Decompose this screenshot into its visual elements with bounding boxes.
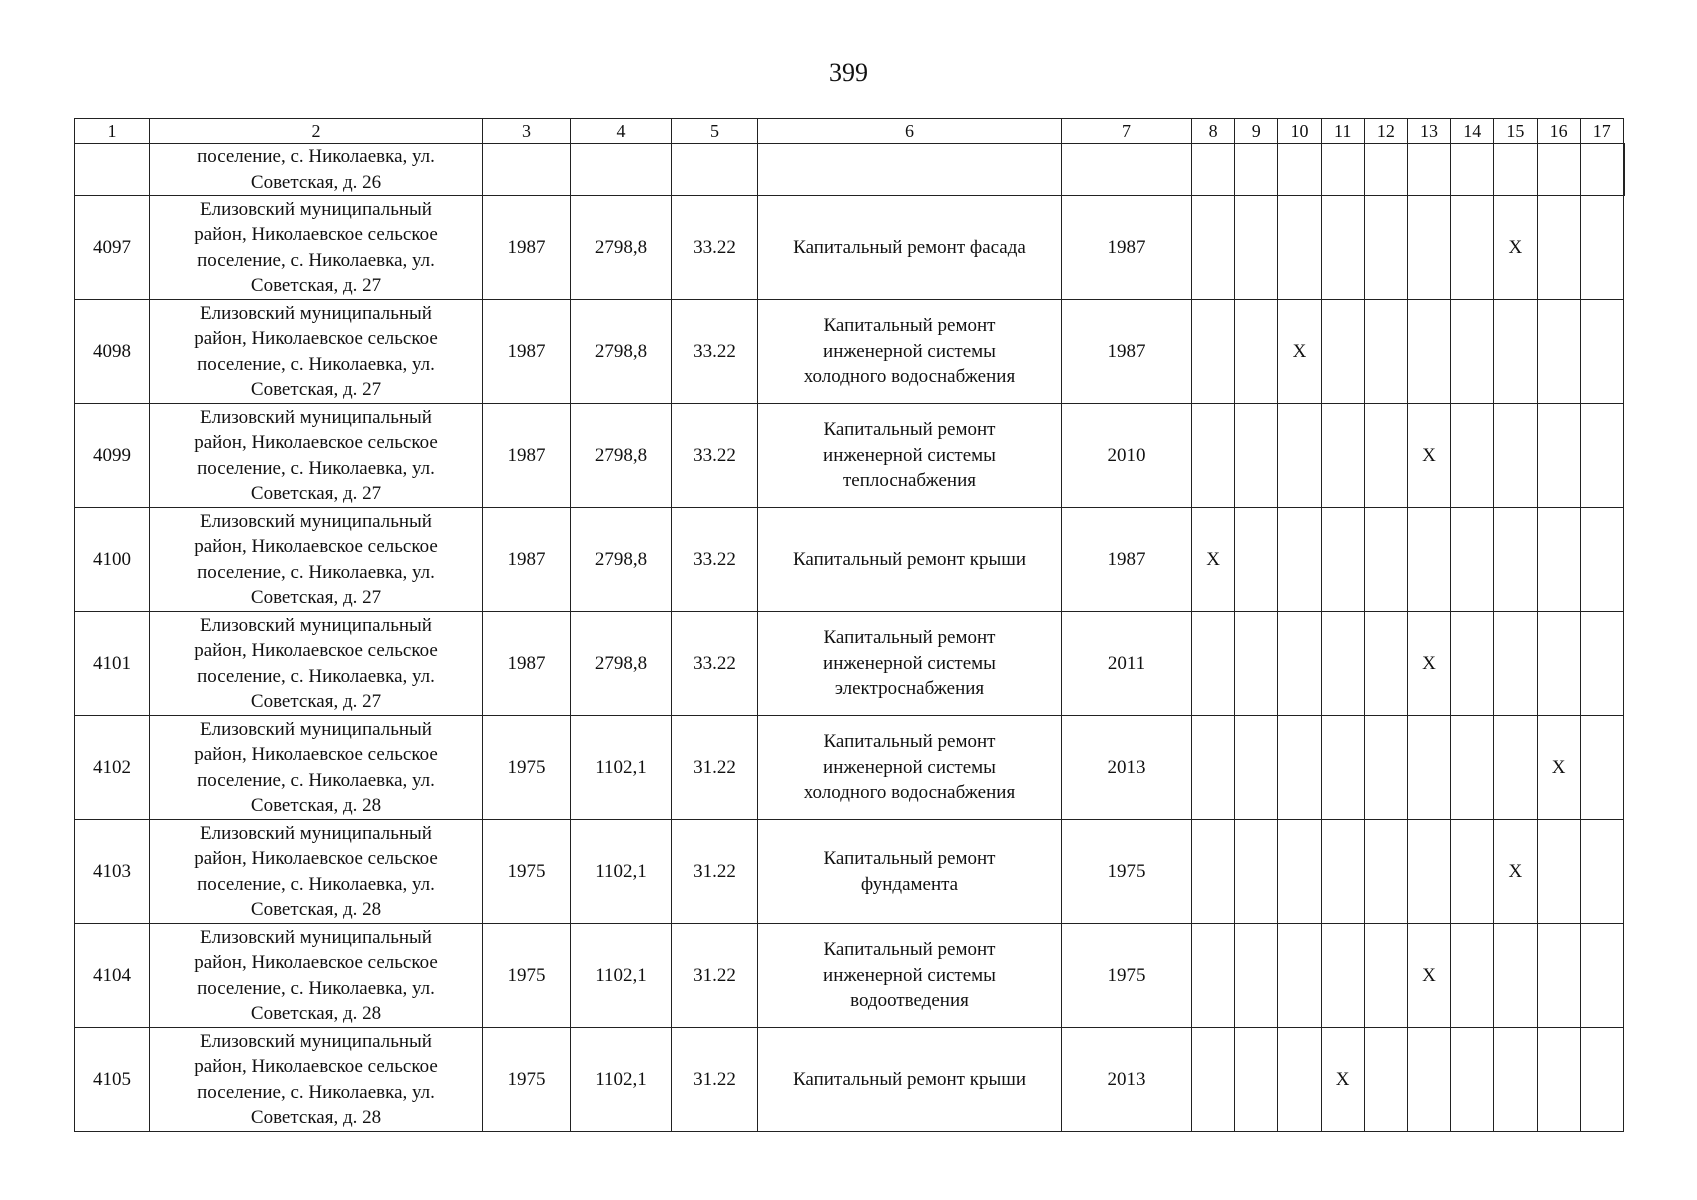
- cell-col-16: [1537, 300, 1580, 404]
- cell-col-8: [1192, 508, 1235, 612]
- cell-work: [758, 300, 1062, 404]
- cell-col-12: [1364, 508, 1407, 612]
- cell-col-12: [1364, 820, 1407, 924]
- cell-code: 31.22: [672, 716, 758, 820]
- repair-registry-table: [74, 118, 1625, 1132]
- cell-work-line: инженерной системы: [823, 964, 996, 986]
- cell-work-line: холодного водоснабжения: [803, 366, 1016, 388]
- cell-code: 33.22: [672, 404, 758, 508]
- cell-col-15: [1494, 924, 1537, 1028]
- cell-address-line: Елизовский муниципальный: [200, 1030, 432, 1052]
- cell-col-16: [1537, 924, 1580, 1028]
- cell-area: 2798,8: [571, 300, 672, 404]
- cell-col-14: [1451, 404, 1494, 508]
- cell-area: 1102,1: [571, 820, 672, 924]
- cell-address: [150, 612, 483, 716]
- cell-address-line: Елизовский муниципальный: [200, 198, 432, 220]
- column-header-7: 7: [1062, 119, 1192, 144]
- cell-work: [758, 612, 1062, 716]
- cell-col-11: [1321, 300, 1364, 404]
- cell-col-10: [1278, 508, 1321, 612]
- table-row: [75, 1028, 1625, 1132]
- table-row: [75, 196, 1625, 300]
- cell-col-8: [1192, 1028, 1235, 1132]
- cell-area: 1102,1: [571, 1028, 672, 1132]
- cell-address-line: Елизовский муниципальный: [200, 510, 432, 532]
- cell-col-10: [1278, 924, 1321, 1028]
- cell-code: 33.22: [672, 300, 758, 404]
- cell-empty: [1407, 144, 1450, 196]
- cell-address: [150, 820, 483, 924]
- cell-num: [75, 144, 150, 196]
- cell-col-12: [1364, 1028, 1407, 1132]
- cell-address: [150, 196, 483, 300]
- cell-col-10: [1278, 612, 1321, 716]
- cell-empty: [1494, 144, 1537, 196]
- cell-work-line: Капитальный ремонт: [823, 627, 996, 649]
- cell-address: [150, 716, 483, 820]
- cell-col-13: [1407, 924, 1450, 1028]
- cell-col-15: [1494, 300, 1537, 404]
- cell-work-year: 1987: [1062, 196, 1192, 300]
- cell-empty: [1451, 144, 1494, 196]
- cell-work: [758, 716, 1062, 820]
- mark-x: X: [1508, 860, 1523, 882]
- cell-code: 33.22: [672, 612, 758, 716]
- cell-col-15: [1494, 508, 1537, 612]
- cell-col-15: [1494, 820, 1537, 924]
- cell-empty: [1321, 144, 1364, 196]
- cell-work-line: Капитальный ремонт: [823, 419, 996, 441]
- cell-address-line: поселение, с. Николаевка, ул.: [197, 249, 435, 271]
- cell-address: [150, 144, 483, 196]
- cell-col-12: [1364, 924, 1407, 1028]
- cell-area: 2798,8: [571, 508, 672, 612]
- column-header-9: 9: [1235, 119, 1278, 144]
- column-number-header: [75, 119, 1625, 144]
- cell-address-line: Советская, д. 27: [250, 275, 382, 296]
- cell-address-line: поселение, с. Николаевка, ул.: [197, 1081, 435, 1103]
- cell-col-11: [1321, 508, 1364, 612]
- cell-col-16: [1537, 820, 1580, 924]
- cell-address-line: Елизовский муниципальный: [200, 718, 432, 740]
- cell-col-10: [1278, 716, 1321, 820]
- cell-address-line: поселение, с. Николаевка, ул.: [197, 769, 435, 791]
- cell-work-year: 1987: [1062, 300, 1192, 404]
- cell-num: 4105: [75, 1028, 150, 1132]
- table-body: [75, 144, 1625, 1132]
- cell-col-10: [1278, 820, 1321, 924]
- cell-address-line: район, Николаевское сельское: [194, 224, 438, 245]
- cell-work-line: Капитальный ремонт фасада: [793, 236, 1026, 258]
- cell-col-11: [1321, 924, 1364, 1028]
- mark-x: X: [1292, 340, 1307, 362]
- cell-col-17: [1580, 716, 1623, 820]
- cell-num: 4104: [75, 924, 150, 1028]
- cell-col-14: [1451, 1028, 1494, 1132]
- cell-work: [758, 404, 1062, 508]
- cell-work-line: водоотведения: [850, 990, 969, 1012]
- cell-col-13: [1407, 404, 1450, 508]
- table-row: [75, 404, 1625, 508]
- cell-code: 31.22: [672, 924, 758, 1028]
- column-header-2: 2: [150, 119, 483, 144]
- cell-col-8: [1192, 196, 1235, 300]
- cell-address-line: район, Николаевское сельское: [194, 952, 438, 973]
- cell-col-17: [1580, 508, 1623, 612]
- cell-col-12: [1364, 612, 1407, 716]
- cell-col-17: [1580, 300, 1623, 404]
- mark-x: X: [1551, 756, 1566, 778]
- cell-address-line: район, Николаевское сельское: [194, 1056, 438, 1077]
- cell-work-line: инженерной системы: [823, 444, 996, 466]
- cell-col-13: [1407, 716, 1450, 820]
- column-header-5: 5: [672, 119, 758, 144]
- column-header-10: 10: [1278, 119, 1321, 144]
- cell-col-17: [1580, 404, 1623, 508]
- cell-col-16: [1537, 716, 1580, 820]
- cell-col-12: [1364, 196, 1407, 300]
- cell-work-line: Капитальный ремонт: [823, 848, 996, 869]
- cell-address-line: Елизовский муниципальный: [200, 822, 432, 844]
- cell-col-17: [1580, 1028, 1623, 1132]
- cell-work: [758, 196, 1062, 300]
- cell-empty: [1278, 144, 1321, 196]
- cell-year: 1975: [483, 924, 571, 1028]
- cell-work-line: электроснабжения: [834, 678, 985, 700]
- cell-work-line: теплоснабжения: [843, 470, 976, 492]
- cell-address: [150, 404, 483, 508]
- cell-num: 4101: [75, 612, 150, 716]
- cell-address-line: Советская, д. 28: [250, 899, 382, 920]
- cell-empty: [483, 144, 571, 196]
- table-row: [75, 924, 1625, 1028]
- cell-col-13: [1407, 196, 1450, 300]
- cell-col-15: [1494, 716, 1537, 820]
- cell-work: [758, 508, 1062, 612]
- cell-area: 2798,8: [571, 404, 672, 508]
- cell-address-line: Советская, д. 27: [250, 587, 382, 608]
- cell-address-line: район, Николаевское сельское: [194, 328, 438, 349]
- cell-address-line: район, Николаевское сельское: [194, 536, 438, 557]
- cell-col-16: [1537, 612, 1580, 716]
- cell-empty: [1537, 144, 1580, 196]
- cell-col-9: [1235, 924, 1278, 1028]
- cell-col-12: [1364, 404, 1407, 508]
- table-row: [75, 300, 1625, 404]
- address-line: поселение, с. Николаевка, ул.: [197, 146, 435, 167]
- cell-address: [150, 924, 483, 1028]
- cell-col-8: [1192, 300, 1235, 404]
- cell-col-16: [1537, 1028, 1580, 1132]
- cell-work-year: 2011: [1062, 612, 1192, 716]
- cell-year: 1987: [483, 404, 571, 508]
- cell-col-9: [1235, 508, 1278, 612]
- cell-area: 1102,1: [571, 716, 672, 820]
- cell-address-line: Советская, д. 27: [250, 691, 382, 712]
- cell-col-13: [1407, 1028, 1450, 1132]
- cell-work-year: 2013: [1062, 716, 1192, 820]
- cell-col-15: [1494, 612, 1537, 716]
- mark-x: X: [1422, 444, 1436, 466]
- cell-empty: [1580, 144, 1623, 196]
- cell-work-year: 2013: [1062, 1028, 1192, 1132]
- cell-empty: [1364, 144, 1407, 196]
- page-number: 399: [829, 58, 868, 87]
- column-header-1: 1: [75, 119, 150, 144]
- cell-address-line: поселение, с. Николаевка, ул.: [197, 665, 435, 687]
- cell-col-16: [1537, 196, 1580, 300]
- cell-col-13: [1407, 508, 1450, 612]
- cell-address-line: поселение, с. Николаевка, ул.: [197, 457, 435, 479]
- column-header-13: 13: [1407, 119, 1450, 144]
- cell-address-line: район, Николаевское сельское: [194, 744, 438, 765]
- table-row: [75, 612, 1625, 716]
- cell-col-9: [1235, 300, 1278, 404]
- cell-col-17: [1580, 196, 1623, 300]
- cell-col-15: [1494, 1028, 1537, 1132]
- cell-col-15: [1494, 196, 1537, 300]
- cell-address-line: Елизовский муниципальный: [200, 406, 432, 428]
- column-header-16: 16: [1537, 119, 1580, 144]
- cell-col-16: [1537, 404, 1580, 508]
- column-header-11: 11: [1321, 119, 1364, 144]
- cell-work: [758, 820, 1062, 924]
- cell-work-line: Капитальный ремонт крыши: [792, 548, 1027, 570]
- cell-address-line: Советская, д. 28: [250, 795, 382, 816]
- mark-x: X: [1206, 548, 1220, 570]
- cell-year: 1987: [483, 612, 571, 716]
- cell-area: 1102,1: [571, 924, 672, 1028]
- cell-address-line: поселение, с. Николаевка, ул.: [197, 977, 435, 999]
- cell-num: 4100: [75, 508, 150, 612]
- cell-col-12: [1364, 300, 1407, 404]
- cell-area: 2798,8: [571, 612, 672, 716]
- cell-col-9: [1235, 404, 1278, 508]
- cell-col-10: [1278, 300, 1321, 404]
- cell-col-9: [1235, 1028, 1278, 1132]
- cell-col-17: [1580, 820, 1623, 924]
- cell-col-13: [1407, 820, 1450, 924]
- cell-code: 31.22: [672, 820, 758, 924]
- cell-work-line: инженерной системы: [823, 652, 996, 674]
- cell-col-8: [1192, 404, 1235, 508]
- cell-work-year: 1975: [1062, 924, 1192, 1028]
- cell-col-11: [1321, 404, 1364, 508]
- cell-col-10: [1278, 196, 1321, 300]
- column-header-14: 14: [1451, 119, 1494, 144]
- cell-year: 1987: [483, 300, 571, 404]
- column-header-3: 3: [483, 119, 571, 144]
- cell-address-line: поселение, с. Николаевка, ул.: [197, 353, 435, 375]
- cell-col-14: [1451, 924, 1494, 1028]
- column-header-4: 4: [571, 119, 672, 144]
- cell-col-14: [1451, 716, 1494, 820]
- cell-empty: [1062, 144, 1192, 196]
- cell-col-8: [1192, 820, 1235, 924]
- cell-empty: [571, 144, 672, 196]
- cell-col-13: [1407, 300, 1450, 404]
- cell-col-14: [1451, 820, 1494, 924]
- cell-col-11: [1321, 716, 1364, 820]
- table-row: [75, 508, 1625, 612]
- cell-empty: [672, 144, 758, 196]
- cell-address-line: район, Николаевское сельское: [194, 640, 438, 661]
- cell-code: 33.22: [672, 508, 758, 612]
- cell-num: 4098: [75, 300, 150, 404]
- cell-col-9: [1235, 716, 1278, 820]
- cell-code: 31.22: [672, 1028, 758, 1132]
- cell-year: 1975: [483, 716, 571, 820]
- cell-work-line: инженерной системы: [823, 340, 996, 362]
- cell-work-line: Капитальный ремонт: [823, 731, 996, 753]
- cell-work-year: 1975: [1062, 820, 1192, 924]
- cell-work-line: холодного водоснабжения: [803, 782, 1016, 804]
- continuation-row: [75, 144, 1625, 196]
- cell-col-11: [1321, 612, 1364, 716]
- cell-col-14: [1451, 508, 1494, 612]
- column-header-17: 17: [1580, 119, 1623, 144]
- cell-col-10: [1278, 404, 1321, 508]
- cell-num: 4103: [75, 820, 150, 924]
- cell-address-line: Советская, д. 27: [250, 379, 382, 400]
- cell-address: [150, 1028, 483, 1132]
- mark-x: X: [1422, 652, 1436, 674]
- cell-address-line: Елизовский муниципальный: [200, 614, 432, 636]
- mark-x: X: [1335, 1068, 1350, 1090]
- cell-col-8: [1192, 924, 1235, 1028]
- column-header-12: 12: [1364, 119, 1407, 144]
- table-row: [75, 820, 1625, 924]
- cell-col-9: [1235, 820, 1278, 924]
- column-header-8: 8: [1192, 119, 1235, 144]
- cell-work: [758, 924, 1062, 1028]
- cell-work-year: 1987: [1062, 508, 1192, 612]
- cell-col-8: [1192, 716, 1235, 820]
- cell-address: [150, 300, 483, 404]
- cell-address-line: Советская, д. 28: [250, 1003, 382, 1024]
- cell-col-8: [1192, 612, 1235, 716]
- column-header-15: 15: [1494, 119, 1537, 144]
- cell-work: [758, 1028, 1062, 1132]
- cell-num: 4102: [75, 716, 150, 820]
- cell-col-16: [1537, 508, 1580, 612]
- cell-col-13: [1407, 612, 1450, 716]
- cell-address-line: Елизовский муниципальный: [200, 302, 432, 324]
- cell-work-line: инженерной системы: [823, 756, 996, 778]
- table-row: [75, 716, 1625, 820]
- cell-col-11: [1321, 1028, 1364, 1132]
- cell-col-10: [1278, 1028, 1321, 1132]
- cell-year: 1975: [483, 1028, 571, 1132]
- cell-empty: [758, 144, 1062, 196]
- cell-year: 1975: [483, 820, 571, 924]
- cell-col-9: [1235, 612, 1278, 716]
- cell-work-line: Капитальный ремонт крыши: [792, 1068, 1027, 1090]
- cell-num: 4097: [75, 196, 150, 300]
- mark-x: X: [1422, 964, 1436, 986]
- cell-num: 4099: [75, 404, 150, 508]
- cell-work-line: Капитальный ремонт: [823, 315, 996, 337]
- cell-work-line: фундамента: [860, 873, 959, 895]
- cell-empty: [1623, 144, 1624, 196]
- cell-work-year: 2010: [1062, 404, 1192, 508]
- cell-address-line: Елизовский муниципальный: [200, 926, 432, 948]
- cell-address-line: район, Николаевское сельское: [194, 432, 438, 453]
- cell-address-line: поселение, с. Николаевка, ул.: [197, 561, 435, 583]
- cell-address-line: Советская, д. 28: [250, 1107, 382, 1128]
- cell-col-15: [1494, 404, 1537, 508]
- cell-col-17: [1580, 924, 1623, 1028]
- cell-empty: [1235, 144, 1278, 196]
- cell-year: 1987: [483, 196, 571, 300]
- cell-col-14: [1451, 196, 1494, 300]
- mark-x: X: [1508, 236, 1523, 258]
- cell-address-line: район, Николаевское сельское: [194, 848, 438, 869]
- cell-col-11: [1321, 196, 1364, 300]
- cell-code: 33.22: [672, 196, 758, 300]
- address-line: Советская, д. 26: [250, 171, 382, 193]
- cell-col-11: [1321, 820, 1364, 924]
- cell-address: [150, 508, 483, 612]
- cell-year: 1987: [483, 508, 571, 612]
- cell-col-14: [1451, 300, 1494, 404]
- cell-col-9: [1235, 196, 1278, 300]
- column-header-6: 6: [758, 119, 1062, 144]
- cell-address-line: Советская, д. 27: [250, 483, 382, 504]
- cell-empty: [1192, 144, 1235, 196]
- cell-work-line: Капитальный ремонт: [823, 939, 996, 961]
- cell-col-17: [1580, 612, 1623, 716]
- cell-address-line: поселение, с. Николаевка, ул.: [197, 873, 435, 895]
- cell-area: 2798,8: [571, 196, 672, 300]
- cell-col-12: [1364, 716, 1407, 820]
- cell-col-14: [1451, 612, 1494, 716]
